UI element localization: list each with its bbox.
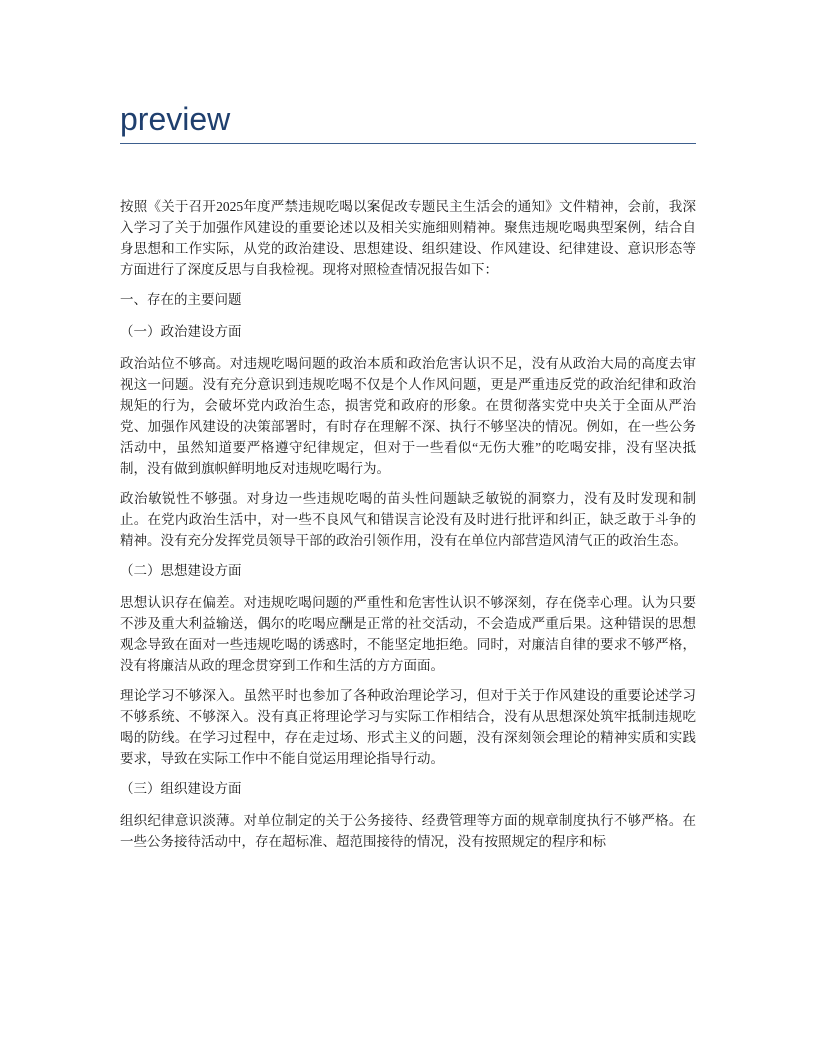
- document-title: preview: [120, 101, 231, 137]
- intro-paragraph: 按照《关于召开2025年度严禁违规吃喝以案促改专题民主生活会的通知》文件精神，会前，我深入学习了关于加强作风建设的重要论述以及相关实施细则精神。聚焦违规吃喝典型案例，结合自身思想和工作实际，从党的政治建设、思想建设、组织建设、作风建设、纪律建设、意识形态等方面进行了深度反思与自我检视。现将对照检查情况报告如下：: [120, 199, 696, 277]
- body-paragraph: 政治站位不够高。对违规吃喝问题的政治本质和政治危害认识不足，没有从政治大局的高度去审视这一问题。没有充分意识到违规吃喝不仅是个人作风问题，更是严重违反党的政治纪律和政治规矩的行为，会破坏党内政治生态，损害党和政府的形象。在贯彻落实党中央关于全面从严治党、加强作风建设的决策部署时，有时存在理解不深、执行不够坚决的情况。例如，在一些公务活动中，虽然知道要严格遵守纪律规定，但对于一些看似“无伤大雅”的吃喝安排，没有坚决抵制，没有做到旗帜鲜明地反对违规吃喝行为。: [120, 356, 696, 476]
- section-heading: 一、存在的主要问题: [120, 292, 242, 307]
- subsection-heading: （一）政治建设方面: [120, 324, 242, 339]
- body-paragraph: 政治敏锐性不够强。对身边一些违规吃喝的苗头性问题缺乏敏锐的洞察力，没有及时发现和制止。在党内政治生活中，对一些不良风气和错误言论没有及时进行批评和纠正，缺乏敢于斗争的精神。没有充分发挥党员领导干部的政治引领作用，没有在单位内部营造风清气正的政治生态。: [120, 491, 696, 548]
- body-paragraph: 理论学习不够深入。虽然平时也参加了各种政治理论学习，但对于关于作风建设的重要论述学习不够系统、不够深入。没有真正将理论学习与实际工作相结合，没有从思想深处筑牢抵制违规吃喝的防线。在学习过程中，存在走过场、形式主义的问题，没有深刻领会理论的精神实质和实践要求，导致在实际工作中不能自觉运用理论指导行动。: [120, 688, 696, 766]
- subsection-heading: （二）思想建设方面: [120, 563, 242, 578]
- document-page: [120, 0, 696, 861]
- document-body: [120, 144, 696, 852]
- subsection-heading: （三）组织建设方面: [120, 781, 242, 796]
- body-paragraph: 思想认识存在偏差。对违规吃喝问题的严重性和危害性认识不够深刻，存在侥幸心理。认为只要不涉及重大利益输送，偶尔的吃喝应酬是正常的社交活动，不会造成严重后果。这种错误的思想观念导致在面对一些违规吃喝的诱惑时，不能坚定地拒绝。同时，对廉洁自律的要求不够严格，没有将廉洁从政的理念贯穿到工作和生活的方方面面。: [120, 595, 696, 673]
- body-paragraph: 组织纪律意识淡薄。对单位制定的关于公务接待、经费管理等方面的规章制度执行不够严格。在一些公务接待活动中，存在超标准、超范围接待的情况，没有按照规定的程序和标: [120, 813, 696, 849]
